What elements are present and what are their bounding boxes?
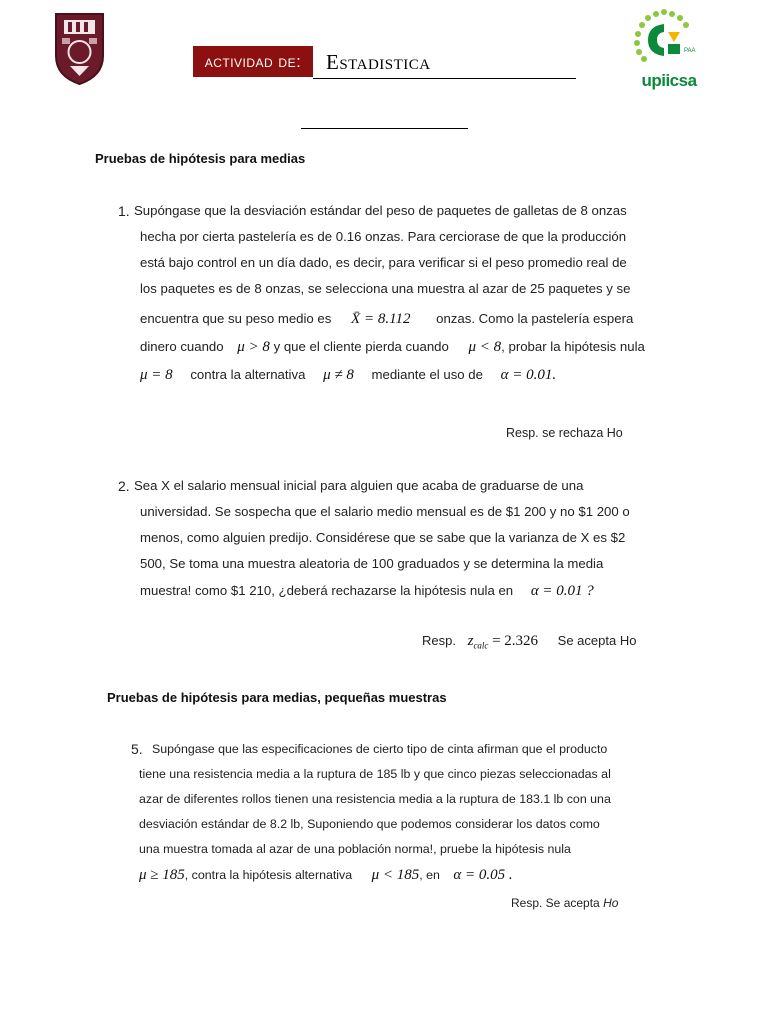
problem-5-answer (511, 896, 618, 910)
svg-text:PAA: PAA (684, 48, 696, 54)
problem-1-line: los paquetes es de 8 onzas, se selecciona una muestra al azar de 25 paquetes y se (140, 281, 631, 296)
problem-2-line: universidad. Se sospecha que el salario medio mensual es de $1 200 y no $1 200 o (140, 504, 630, 519)
problem-2-line-5 (140, 578, 594, 604)
problem-1-text: , probar la hipótesis nula (501, 339, 645, 354)
z-statistic-math: z (467, 633, 474, 649)
answer-prefix: Resp. (422, 633, 456, 648)
problem-1-number: 1. (118, 203, 130, 219)
header-underline (313, 78, 576, 79)
problem-1-text: dinero cuando (140, 339, 224, 354)
answer-prefix: Resp. Se acepta (511, 896, 604, 910)
problem-1-text: contra la alternativa (190, 367, 306, 382)
problem-2-text: muestra! como $1 210, ¿deberá rechazarse la hipótesis nula en (140, 583, 514, 598)
problem-5-line: desviación estándar de 8.2 lb, Suponiendo que podemos considerar los datos como (139, 817, 600, 831)
ipn-logo (52, 10, 107, 86)
problem-2-line: 500, Se toma una muestra aleatoria de 100 graduados y se determina la media (140, 556, 604, 571)
problem-1-text: mediante el uso de (371, 367, 483, 382)
problem-2-line: menos, como alguien predijo. Considérese que se sabe que la varianza de X es $2 (140, 530, 626, 545)
problem-5-line-6 (139, 862, 513, 888)
name-blank-line (301, 128, 468, 129)
z-subscript: calc (473, 640, 489, 651)
problem-5-line: Supóngase que las especificaciones de cierto tipo de cinta afirman que el producto (152, 742, 608, 756)
problem-2-number: 2. (118, 478, 130, 494)
problem-1-text: encuentra que su peso medio es (140, 311, 332, 326)
problem-1-text: y que el cliente pierda cuando (273, 339, 449, 354)
sample-mean-math: X̄ = 8.112 (351, 311, 411, 327)
z-value: = 2.326 (492, 633, 539, 649)
problem-1-line: Supóngase que la desviación estándar del peso de paquetes de galletas de 8 onzas (134, 203, 627, 218)
alt-hypothesis-math: μ < 185 (371, 867, 420, 883)
answer-suffix: Se acepta Ho (557, 633, 637, 648)
problem-5-line: una muestra tomada al azar de una población norma!, pruebe la hipótesis nula (139, 842, 571, 856)
section-title-small-samples: Pruebas de hipótesis para medias, pequeñas muestras (107, 690, 447, 705)
problem-1-text: onzas. Como la pastelería espera (436, 311, 634, 326)
activity-label: actividad de: (193, 46, 313, 77)
problem-1-line: hecha por cierta pastelería es de 0.16 onzas. Para cerciorase de que la producción (140, 229, 627, 244)
upiicsa-logo (630, 8, 706, 92)
alpha-math: α = 0.01. (500, 367, 557, 383)
problem-5-text: , contra la hipótesis alternativa (184, 868, 353, 882)
answer-ho: Ho (603, 896, 619, 910)
problem-5-line: azar de diferentes rollos tienen una resistencia media a la ruptura de 183.1 lb con una (139, 792, 611, 806)
problem-5-text: , en (419, 868, 440, 882)
problem-2-answer (422, 633, 636, 651)
problem-5-line: tiene una resistencia media a la ruptura de 185 lb y que cinco piezas seleccionadas al (139, 767, 611, 781)
problem-1-line-7 (140, 362, 556, 388)
subject-title: Estadistica (326, 50, 431, 74)
problem-2-line: Sea X el salario mensual inicial para alguien que acaba de graduarse de una (134, 478, 584, 493)
mu-less-math: μ < 8 (468, 339, 502, 355)
upiicsa-logo-text: upiicsa (641, 71, 697, 90)
problem-1-line-5 (140, 306, 633, 332)
mu-greater-math: μ > 8 (237, 339, 270, 355)
alpha-math: α = 0.01 ? (530, 583, 594, 599)
alpha-math: α = 0.05 . (453, 867, 513, 883)
problem-5-number: 5. (131, 741, 143, 757)
section-title-medias: Pruebas de hipótesis para medias (95, 151, 306, 166)
problem-1-line: está bajo control en un día dado, es decir, para verificar si el peso promedio real de (140, 255, 627, 270)
alt-hypothesis-math: μ ≠ 8 (323, 367, 354, 383)
problem-1-line-6 (140, 334, 645, 360)
problem-1-answer: Resp. se rechaza Ho (506, 426, 623, 440)
null-hypothesis-math: μ = 8 (140, 367, 173, 383)
null-hypothesis-math: μ ≥ 185 (139, 867, 185, 883)
